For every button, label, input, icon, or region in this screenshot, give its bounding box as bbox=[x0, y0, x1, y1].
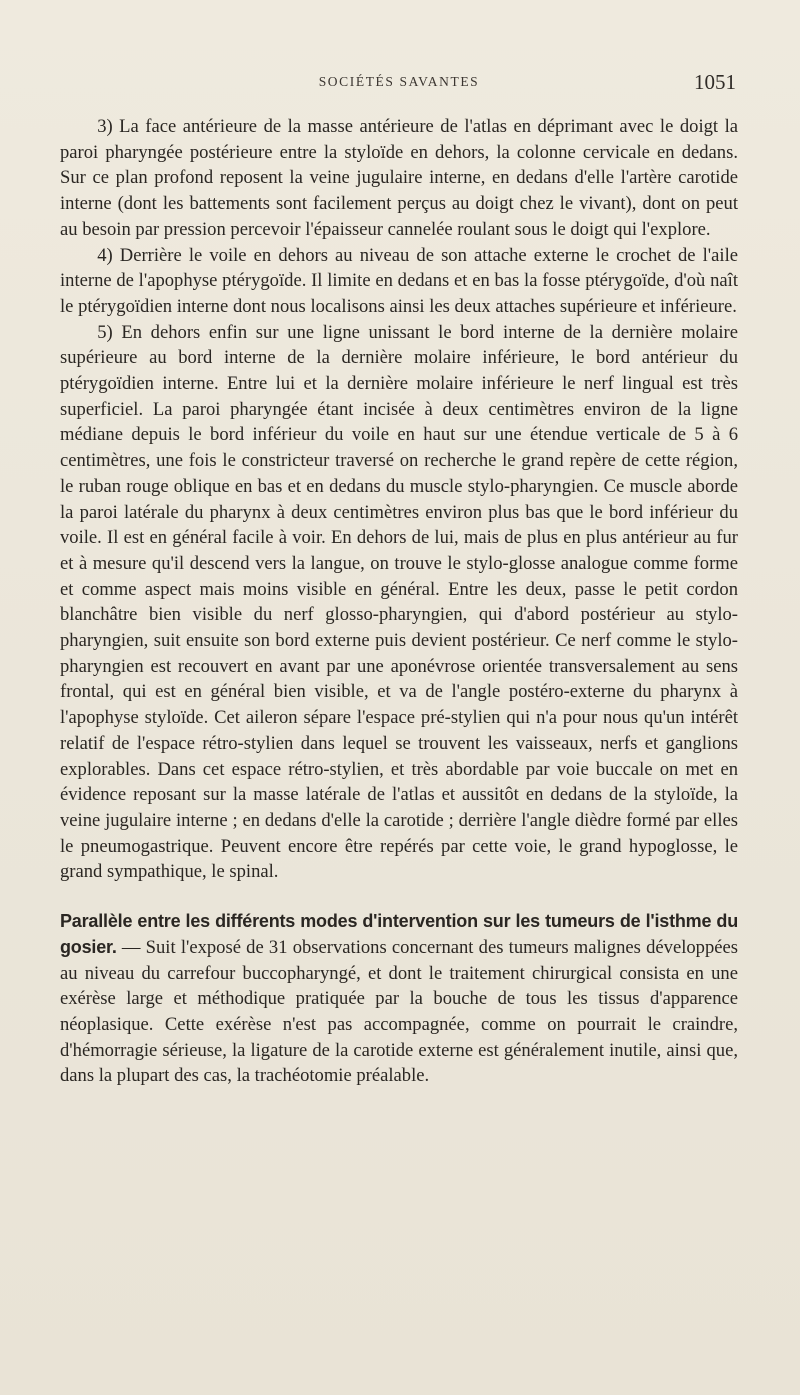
paragraph-5: 5) En dehors enfin sur une ligne unissant le bord interne de la dernière molaire supérieure au bord interne de la dernière molaire inférieure, le bord antérieur du ptérygoïdien interne. Entre lui et la dernière molaire inférieure le nerf lingual est très superficiel. La paroi pharyngée étant incisée à deux centimètres environ de la ligne médiane depuis le bord inférieur du voile en haut sur une étendue verticale de 5 à 6 centimètres, une fois le constricteur traversé on recherche le grand repère de cette région, le ruban rouge oblique en bas et en dedans du muscle stylo-pharyngien. Ce muscle aborde la paroi latérale du pharynx à deux centimètres environ plus bas que le bord inférieur du voile. Il est en général facile à voir. En dehors de lui, mais de plus en plus antérieur au fur et à mesure qu'il descend vers la langue, on trouve le stylo-glosse analogue comme forme et comme aspect mais moins visible en général. Entre les deux, passe le petit cordon blanchâtre bien visible du nerf glosso-pharyngien, qui d'abord postérieur au stylo-pharyngien, suit ensuite son bord externe puis devient postérieur. Ce nerf comme le stylo-pharyngien est recouvert en avant par une aponévrose orientée transversalement au sens frontal, qui est en général bien visible, et va de l'angle postéro-externe du pharynx à l'apophyse styloïde. Cet aileron sépare l'espace pré-stylien qui n'a pour nous qu'un intérêt relatif de l'espace rétro-stylien dans lequel se trouvent les vaisseaux, nerfs et ganglions explorables. Dans cet espace rétro-stylien, et très abordable par voie buccale on met en évidence reposant sur la masse latérale de l'atlas et aussitôt en dedans de la styloïde, la veine jugulaire interne ; en dedans d'elle la carotide ; derrière l'angle dièdre formé par elles le pneumogastrique. Peuvent encore être repérés par cette voie, le grand hypoglosse, le grand sympathique, le spinal. bbox=[60, 321, 738, 883]
page-number: 1051 bbox=[694, 70, 736, 94]
paragraph-4: 4) Derrière le voile en dehors au niveau de son attache externe le crochet de l'aile interne de l'apophyse ptérygoïde. Il limite en dedans et en bas la fosse ptérygoïde, d'où naît le ptérygoïdien interne dont nous localisons ainsi les deux attaches supérieure et inférieure. bbox=[60, 244, 738, 317]
section-paragraph bbox=[60, 909, 738, 1089]
section-title: Parallèle entre les différents modes d'intervention sur les tumeurs de l'isthme du gosier. bbox=[60, 911, 738, 957]
body-text bbox=[60, 114, 738, 1089]
running-head: SOCIÉTÉS SAVANTES bbox=[318, 74, 480, 89]
paragraph-3: 3) La face antérieure de la masse antérieure de l'atlas en déprimant avec le doigt la paroi pharyngée postérieure entre la styloïde en dehors, la colonne cervicale en dedans. Sur ce plan profond reposent la veine jugulaire interne, en dedans d'elle l'artère carotide interne (dont les battements sont facilement perçus au doigt chez le vivant), dont on peut au besoin par pression percevoir l'épaisseur cannelée roulant sous le doigt qui l'explore. bbox=[60, 116, 738, 240]
page-header bbox=[60, 62, 738, 102]
section-text: — Suit l'exposé de 31 observations concernant des tumeurs malignes développées au niveau du carrefour buccopharyngé, et dont le traitement chirurgical consista en une exérèse large et méthodique pratiquée par la bouche de tous les tissus d'apparence néoplasique. Cette exérèse n'est pas accompagnée, comme on pourrait le craindre, d'hémorragie sérieuse, la ligature de la carotide externe est généralement inutile, ainsi que, dans la plupart des cas, la trachéotomie préalable. bbox=[60, 936, 738, 1087]
